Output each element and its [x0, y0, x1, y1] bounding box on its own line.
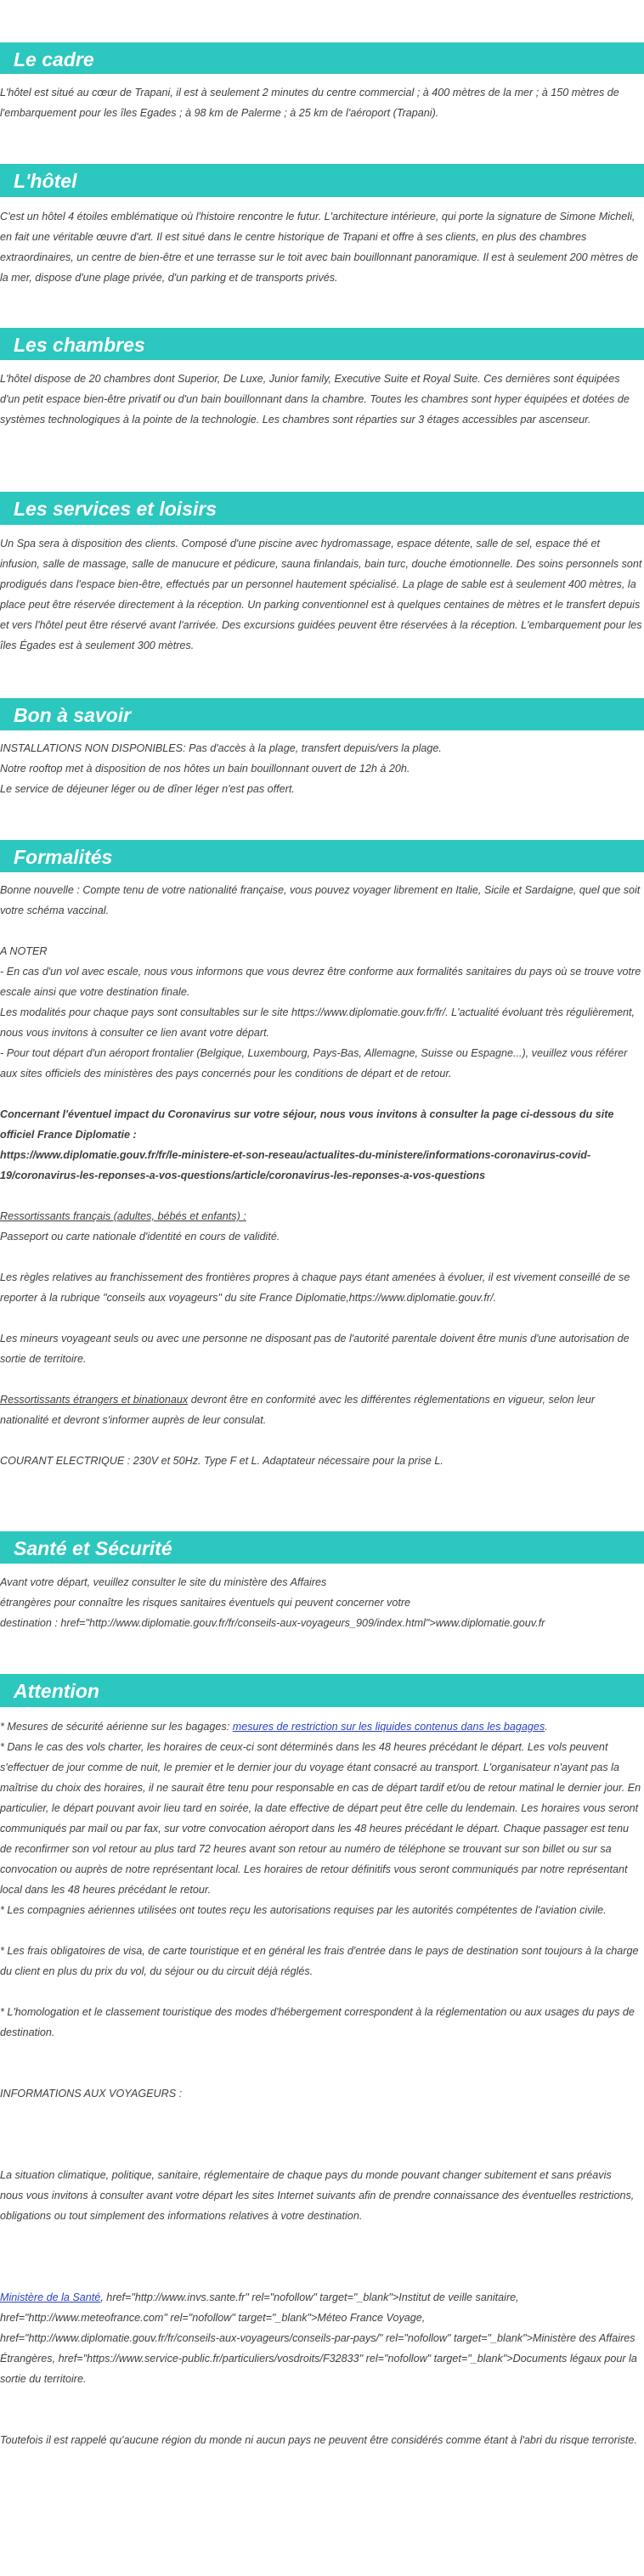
sante-line: Avant votre départ, veuillez consulter le site du ministère des Affaires: [0, 1576, 327, 1588]
section-header-services: [0, 492, 644, 525]
section-body-chambres: [0, 369, 642, 430]
ressortissants-text: Passeport ou carte nationale d'identité en cours de validité.: [0, 1231, 280, 1243]
hotel-text: C'est un hôtel 4 étoiles emblématique où l'histoire rencontre le futur. L'architecture intérieure, qui porte la signature de Simone Micheli, en fait une véritable œuvre d'art. Il est situé dans le centre historique de Trapani et offre à ses clients, en plus des chambres extraordinaires, un centre de bien-être et une terrasse sur le toit avec bain bouillonnant panoramique. Il est à seulement 200 mètres de la mer, dispose d'une plage privée, d'un parking et de transports privés.: [0, 211, 639, 284]
savoir-line: Notre rooftop met à disposition de nos hôtes un bain bouillonnant ouvert de 12h à 20h.: [0, 763, 410, 775]
section-title-savoir: Bon à savoir: [14, 704, 132, 726]
section-header-sante: [0, 1531, 644, 1564]
regles-text: Les règles relatives au franchissement des frontières propres à chaque pays étant amenées à évoluer, il est vivement conseillé de se reporter à la rubrique "conseils aux voyageurs" du site France Diplomatie,https://www.diplomatie.gouv.fr/.: [0, 1271, 630, 1304]
section-body-cadre: [0, 82, 642, 123]
section-title-formalites: Formalités: [14, 846, 113, 868]
cadre-text: L'hôtel est situé au cœur de Trapani, il est à seulement 2 minutes du centre commercial ; à 400 mètres de la mer ; à 150 mètres de l'embarquement pour les îles Egades ; à 98 km de Palerme ; à 25 km de l'aéroport (Trapani).: [0, 87, 619, 119]
services-text: Un Spa sera à disposition des clients. Composé d'une piscine avec hydromassage, espace détente, salle de sel, espace thé et infusion, salle de massage, salle de manucure et pédicure, sauna finlandais, bain turc, douche émotionnelle. Des soins personnels sont prodigués dans l'espace bien-être, effectués par un personnel hautement spécialisé. La plage de sable est à seulement 400 mètres, la place peut être réservée directement à la réception. Un parking conventionnel est à quelques centaines de mètres et le transfert depuis et vers l'hôtel peut être réservé avant l'arrivée. Des excursions guidées peuvent être réservées à la réception. L'embarquement pour les îles Égades est à seulement 300 mètres.: [0, 538, 642, 651]
etrangers-label: Ressortissants étrangers et binationaux: [0, 1394, 189, 1406]
bagages-prefix: * Mesures de sécurité aérienne sur les bagages:: [0, 1721, 233, 1733]
a-noter-label: A NOTER: [0, 945, 48, 957]
section-title-services: Les services et loisirs: [14, 498, 217, 520]
section-title-sante: Santé et Sécurité: [14, 1537, 172, 1559]
invitation-text: nous vous invitons à consulter avant votre départ les sites Internet suivants afin de prendre connaissance des éventuelles restrictions, obligations ou tout simplement des informations relatives à votre destination.: [0, 2190, 635, 2222]
section-header-cadre: [0, 42, 644, 74]
links-text: , href="http://www.invs.sante.fr" rel="nofollow" target="_blank">Institut de veille sanitaire, href="http://www.meteofrance.com" rel="nofollow" target="_blank">Méteo France Voyage, href="http://www.diplomatie.gouv.fr/fr/conseils-aux-voyageurs/conseils-par-pays/" rel="nofollow" target="_blank">Ministère des Affaires Étrangères, href="https://www.service-public.fr/particuliers/vosdroits/F32833" rel="nofollow" target="_blank">Documents légaux pour la sortie du territoire.: [0, 2291, 637, 2385]
chambres-text: L'hôtel dispose de 20 chambres dont Superior, De Luxe, Junior family, Executive Suite et Royal Suite. Ces dernières sont équipées d'un petit espace bien-être privatif ou d'un bain bouillonnant dans la chambre. Toutes les chambres sont hyper équipées et dotées de systèmes technologiques à la pointe de la technologie. Les chambres sont réparties sur 3 étages accessibles par ascenseur.: [0, 373, 630, 426]
covid-url[interactable]: https://www.diplomatie.gouv.fr/fr/le-ministere-et-son-reseau/actualites-du-ministere/informations-coronavirus-covid-19/coronavirus-les-reponses-a-vos-questions/article/coronavirus-les-reponses-a-vos-questions: [0, 1149, 591, 1181]
section-header-chambres: [0, 328, 644, 360]
section-title-attention: Attention: [14, 1680, 99, 1702]
section-title-chambres: Les chambres: [14, 334, 145, 356]
covid-notice: Concernant l'éventuel impact du Coronavirus sur votre séjour, nous vous invitons à consulter la page ci-dessous du site officiel France Diplomatie :: [0, 1108, 614, 1141]
sante-line: étrangères pour connaître les risques sanitaires éventuels qui peuvent concerner votre: [0, 1597, 411, 1609]
bagages-suffix: .: [545, 1721, 548, 1733]
formalites-note: - Pour tout départ d'un aéroport frontalier (Belgique, Luxembourg, Pays-Bas, Allemagne, Suisse ou Espagne...), veuillez vous référer aux sites officiels des ministères des pays concernés pour les conditions de départ et de retour.: [0, 1047, 628, 1079]
ministere-sante-link[interactable]: Ministère de la Santé: [0, 2291, 101, 2303]
section-body-sante: [0, 1572, 642, 1633]
horaires-text: * Dans le cas des vols charter, les horaires de ceux-ci sont déterminés dans les 48 heures précédant le départ. Les vols peuvent s'effectuer de jour comme de nuit, le premier et le dernier jour du voyage étant consacré au transport. L'organisateur n'ayant pas la maîtrise du choix des horaires, il ne saurait être tenu pour responsable en cas de départ tardif et/ou de retour matinal le dernier jour. En particulier, le départ pouvant avoir lieu tard en soirée, la date effective de départ peut être celle du lendemain. Les horaires vous seront communiqués par mail ou par fax, sur votre convocation aéroport dans les 48 heures précédant le départ. Chaque passager est tenu de reconfirmer son vol retour au plus tard 72 heures avant son retour au numéro de téléphone se trouvant sur son billet ou sur sa convocation ou auprès de notre représentant local. Les horaires de retour définitifs vous seront communiqués par notre représentant local dans les 48 heures précédant le retour.: [0, 1741, 641, 1896]
section-title-cadre: Le cadre: [14, 48, 94, 70]
infos-voyageurs-label: INFORMATIONS AUX VOYAGEURS :: [0, 2088, 183, 2100]
section-body-savoir: [0, 738, 642, 799]
sante-line: destination : href="http://www.diplomatie.gouv.fr/fr/conseils-aux-voyageurs_909/index.html">www.diplomatie.gouv.fr: [0, 1617, 545, 1629]
frais-text: * Les frais obligatoires de visa, de carte touristique et en général les frais d'entrée dans le pays de destination sont toujours à la charge du client en plus du prix du vol, du séjour ou du circuit déjà réglés.: [0, 1945, 639, 1977]
section-body-attention: [0, 1716, 642, 2450]
terrorisme-text: Toutefois il est rappelé qu'aucune région du monde ni aucun pays ne peuvent être considérés comme étant à l'abri du risque terroriste.: [0, 2434, 637, 2446]
ressortissants-label: Ressortissants français (adultes, bébés et enfants) :: [0, 1210, 246, 1222]
courant-text: COURANT ELECTRIQUE : 230V et 50Hz. Type F et L. Adaptateur nécessaire pour la prise L.: [0, 1455, 443, 1467]
situation-text: La situation climatique, politique, sanitaire, réglementaire de chaque pays du monde pouvant changer subitement et sans préavis: [0, 2169, 612, 2181]
etrangers-text: devront être en conformité avec les différentes réglementations en vigueur, selon leur nationalité et devront s'informer auprès de leur consulat.: [0, 1394, 596, 1426]
savoir-line: INSTALLATIONS NON DISPONIBLES: Pas d'accès à la plage, transfert depuis/vers la plage.: [0, 742, 442, 754]
section-header-attention: [0, 1674, 644, 1707]
section-title-hotel: L'hôtel: [14, 170, 77, 192]
formalites-intro: Bonne nouvelle : Compte tenu de votre nationalité française, vous pouvez voyager librement en Italie, Sicile et Sardaigne, quel que soit votre schéma vaccinal.: [0, 884, 641, 916]
savoir-line: Le service de déjeuner léger ou de dîner léger n'est pas offert.: [0, 783, 295, 795]
section-body-services: [0, 533, 642, 656]
mineurs-text: Les mineurs voyageant seuls ou avec une personne ne disposant pas de l'autorité parentale doivent être munis d'une autorisation de sortie de territoire.: [0, 1333, 630, 1365]
section-body-hotel: [0, 206, 642, 288]
section-header-hotel: [0, 164, 644, 197]
section-body-formalites: [0, 880, 642, 1471]
formalites-note: Les modalités pour chaque pays sont consultables sur le site https://www.diplomatie.gouv.fr/fr/. L'actualité évoluant très régulièrement, nous vous invitons à consulter ce lien avant votre départ.: [0, 1006, 635, 1039]
compagnies-text: * Les compagnies aériennes utilisées ont toutes reçu les autorisations requises par les autorités compétentes de l'aviation civile.: [0, 1904, 607, 1916]
homologation-text: * L'homologation et le classement touristique des modes d'hébergement correspondent à la réglementation ou aux usages du pays de destination.: [0, 2006, 635, 2038]
section-header-formalites: [0, 840, 644, 872]
bagages-link[interactable]: mesures de restriction sur les liquides contenus dans les bagages: [232, 1721, 545, 1733]
formalites-note: - En cas d'un vol avec escale, nous vous informons que vous devrez être conforme aux formalités sanitaires du pays où se trouve votre escale ainsi que votre destination finale.: [0, 966, 641, 998]
section-header-savoir: [0, 698, 644, 730]
